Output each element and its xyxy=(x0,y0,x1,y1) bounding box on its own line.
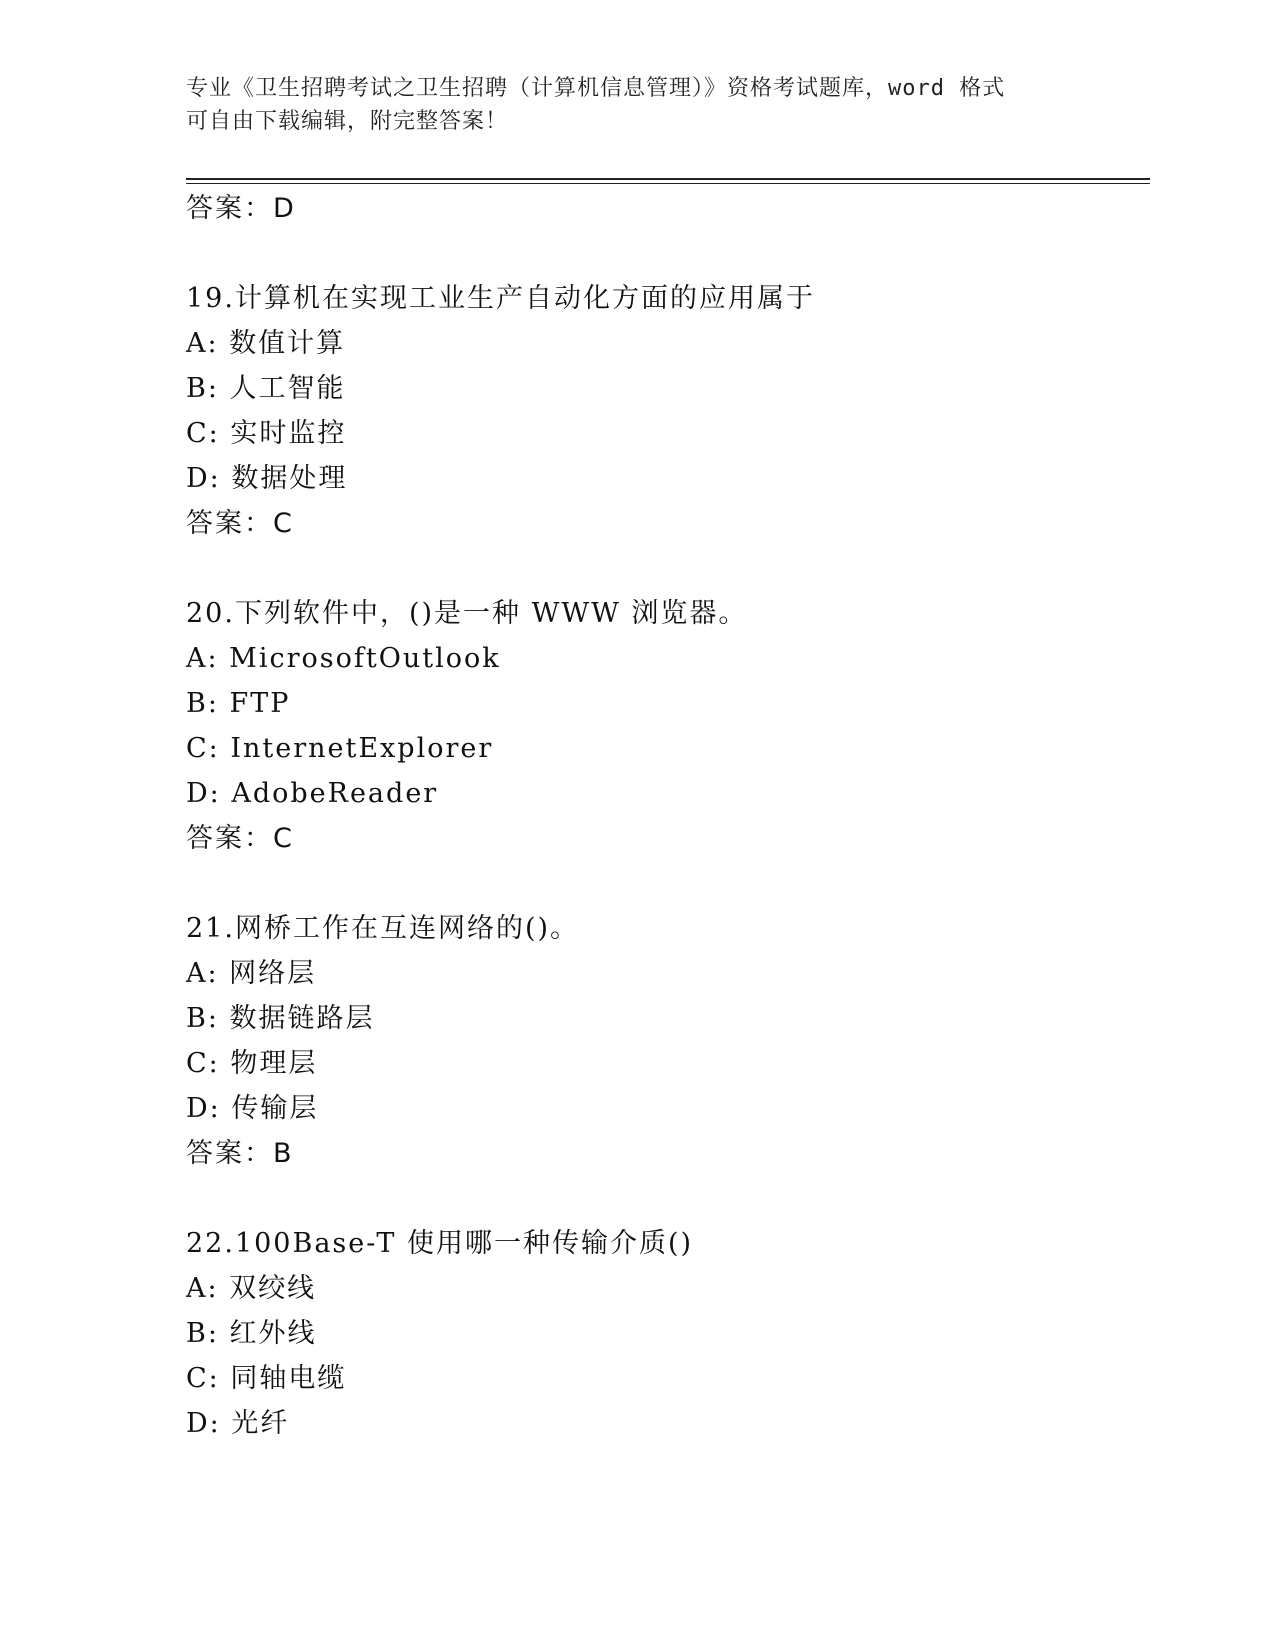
option-b: B: FTP xyxy=(186,688,291,719)
option-a: A: 网络层 xyxy=(186,958,317,989)
answer-label: 答案：B xyxy=(186,1138,294,1169)
page-header xyxy=(186,72,1066,138)
option-c: C: 实时监控 xyxy=(186,418,347,449)
option-c: C: InternetExplorer xyxy=(186,733,494,764)
option-b: B: 数据链路层 xyxy=(186,1003,375,1034)
option-a: A: MicrosoftOutlook xyxy=(186,643,501,674)
option-d: D: 传输层 xyxy=(186,1093,319,1124)
option-c: C: 物理层 xyxy=(186,1048,318,1079)
question-stem: 22.100Base-T 使用哪一种传输介质() xyxy=(186,1228,694,1259)
question-list xyxy=(186,186,1146,1446)
option-d: D: AdobeReader xyxy=(186,778,439,809)
answer-label: 答案：C xyxy=(186,823,294,854)
question-21 xyxy=(186,906,1146,1176)
answer-label: 答案：D xyxy=(186,193,296,224)
header-line-1: 专业《卫生招聘考试之卫生招聘（计算机信息管理）》资格考试题库，word 格式 xyxy=(186,76,1006,101)
option-d: D: 光纤 xyxy=(186,1408,290,1439)
question-stem: 21.网桥工作在互连网络的()。 xyxy=(186,913,580,944)
header-line-2: 可自由下载编辑，附完整答案！ xyxy=(186,109,509,134)
question-19 xyxy=(186,276,1146,546)
option-c: C: 同轴电缆 xyxy=(186,1363,347,1394)
option-b: B: 红外线 xyxy=(186,1318,317,1349)
question-stem: 19.计算机在实现工业生产自动化方面的应用属于 xyxy=(186,283,815,314)
answer-label: 答案：C xyxy=(186,508,294,539)
header-rule-thin xyxy=(186,183,1150,184)
question-22 xyxy=(186,1221,1146,1446)
option-a: A: 数值计算 xyxy=(186,328,346,359)
question-20 xyxy=(186,591,1146,861)
option-d: D: 数据处理 xyxy=(186,463,348,494)
option-b: B: 人工智能 xyxy=(186,373,346,404)
option-a: A: 双绞线 xyxy=(186,1273,317,1304)
header-rule xyxy=(186,178,1150,180)
question-stem: 20.下列软件中，()是一种 WWW 浏览器。 xyxy=(186,598,748,629)
